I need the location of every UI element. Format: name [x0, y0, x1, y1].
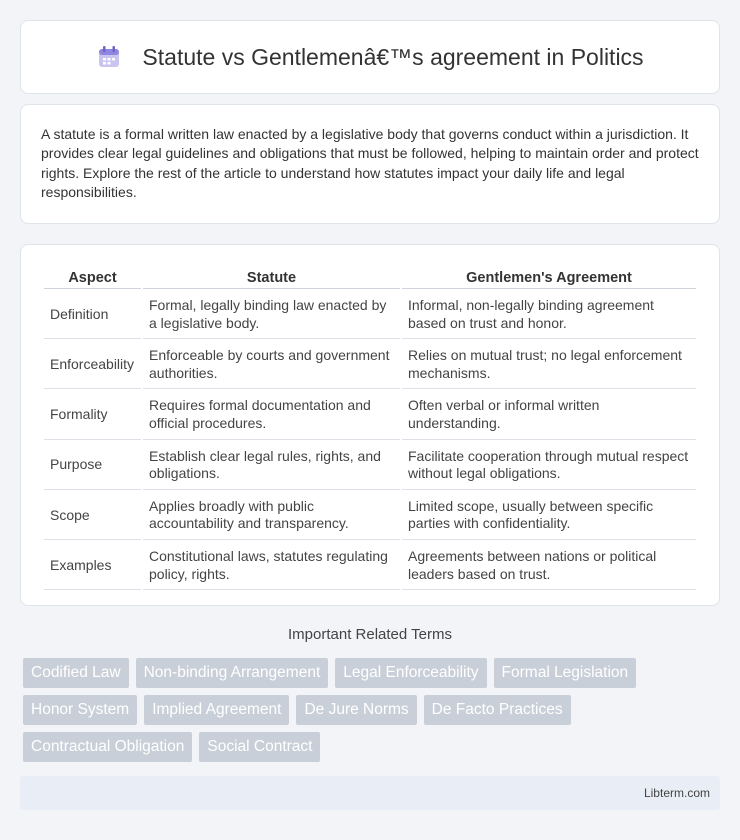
aspect-cell: Definition: [44, 291, 141, 339]
related-terms-title: Important Related Terms: [288, 626, 452, 643]
table-row: [44, 391, 696, 439]
aspect-cell: Scope: [44, 492, 141, 540]
table-row: [44, 341, 696, 389]
aspect-cell: Enforceability: [44, 341, 141, 389]
page-title: Statute vs Gentlemenâ€™s agreement in Politics: [142, 43, 644, 70]
tag-de-facto-practices[interactable]: De Facto Practices: [424, 695, 571, 725]
tag-codified-law[interactable]: Codified Law: [23, 658, 129, 688]
aspect-cell: Purpose: [44, 442, 141, 490]
tag-implied-agreement[interactable]: Implied Agreement: [144, 695, 289, 725]
statute-cell: Establish clear legal rules, rights, and obligations.: [143, 442, 400, 490]
tag-formal-legislation[interactable]: Formal Legislation: [494, 658, 637, 688]
statute-cell: Applies broadly with public accountability and transparency.: [143, 492, 400, 540]
comparison-card: [20, 244, 720, 606]
agreement-cell: Relies on mutual trust; no legal enforcement mechanisms.: [402, 341, 696, 389]
comparison-table: [42, 265, 698, 592]
table-header-row: [44, 267, 696, 289]
column-header-gentlemens-agreement: Gentlemen's Agreement: [402, 267, 696, 289]
tag-non-binding-arrangement[interactable]: Non-binding Arrangement: [136, 658, 329, 688]
intro-card: [20, 104, 720, 224]
agreement-cell: Agreements between nations or political leaders based on trust.: [402, 542, 696, 590]
table-row: [44, 492, 696, 540]
tag-de-jure-norms[interactable]: De Jure Norms: [296, 695, 416, 725]
aspect-cell: Formality: [44, 391, 141, 439]
tag-social-contract[interactable]: Social Contract: [199, 732, 320, 762]
table-row: [44, 542, 696, 590]
tag-legal-enforceability[interactable]: Legal Enforceability: [335, 658, 486, 688]
statute-cell: Constitutional laws, statutes regulating policy, rights.: [143, 542, 400, 590]
tag-honor-system[interactable]: Honor System: [23, 695, 137, 725]
statute-cell: Formal, legally binding law enacted by a legislative body.: [143, 291, 400, 339]
aspect-cell: Examples: [44, 542, 141, 590]
statute-cell: Requires formal documentation and official procedures.: [143, 391, 400, 439]
footer-site-link[interactable]: Libterm.com: [643, 786, 710, 800]
agreement-cell: Facilitate cooperation through mutual respect without legal obligations.: [402, 442, 696, 490]
statute-cell: Enforceable by courts and government authorities.: [143, 341, 400, 389]
column-header-aspect: Aspect: [44, 267, 141, 289]
intro-text: A statute is a formal written law enacted by a legislative body that governs conduct within a jurisdiction. It provides clear legal guidelines and obligations that must be followed, helping to maintain order and protect rights. Explore the rest of the article to understand how statutes impact your daily life and legal responsibilities.: [41, 126, 699, 201]
agreement-cell: Limited scope, usually between specific parties with confidentiality.: [402, 492, 696, 540]
table-row: [44, 442, 696, 490]
header-card: [20, 20, 720, 94]
column-header-statute: Statute: [143, 267, 400, 289]
footer: [20, 776, 720, 810]
tag-contractual-obligation[interactable]: Contractual Obligation: [23, 732, 192, 762]
agreement-cell: Informal, non-legally binding agreement based on trust and honor.: [402, 291, 696, 339]
calendar-icon: [96, 44, 122, 70]
related-terms-list: [23, 658, 723, 769]
table-row: [44, 291, 696, 339]
agreement-cell: Often verbal or informal written understanding.: [402, 391, 696, 439]
